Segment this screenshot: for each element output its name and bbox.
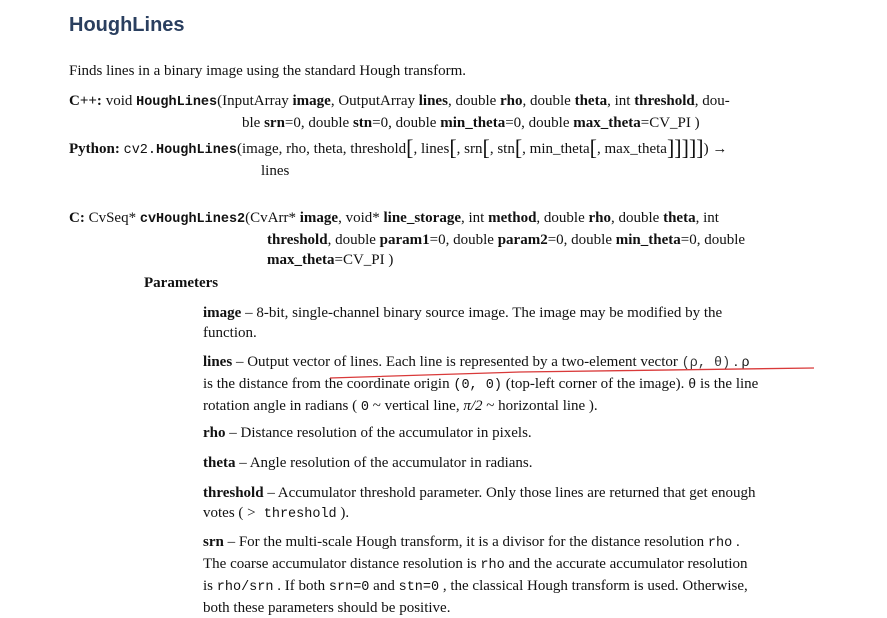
c-text: , double bbox=[536, 210, 585, 226]
cpp-param-max-theta: max_theta bbox=[573, 115, 641, 131]
c-text: , void* bbox=[338, 210, 380, 226]
param-threshold bbox=[203, 483, 818, 525]
param-dash: – bbox=[225, 425, 241, 441]
c-param-theta: theta bbox=[663, 210, 696, 226]
cpp-text: =0, double bbox=[505, 115, 570, 131]
code-stn0: stn=0 bbox=[398, 580, 440, 595]
red-underline-stroke bbox=[330, 368, 814, 378]
c-param-param1: param1 bbox=[379, 232, 430, 248]
c-param-threshold: threshold bbox=[267, 232, 328, 248]
python-signature: Python: cv2.HoughLines(image, rho, theta, threshold[, lines[, srn[, stn[, min_theta[, max_theta]]]]]) → lines bbox=[69, 135, 728, 179]
cpp-param-lines: lines bbox=[418, 93, 448, 109]
python-args: , min_theta bbox=[522, 141, 590, 157]
param-desc: . If both bbox=[273, 578, 329, 594]
c-return-type: CvSeq* bbox=[88, 210, 137, 226]
cpp-text: =0, double bbox=[284, 115, 350, 131]
c-text: , int bbox=[695, 210, 719, 226]
param-desc: both these parameters should be positive. bbox=[203, 600, 451, 616]
param-desc: and bbox=[369, 578, 399, 594]
param-name: threshold bbox=[203, 485, 264, 501]
param-name: rho bbox=[203, 425, 226, 441]
cpp-param-image: image bbox=[292, 93, 331, 109]
python-args: (image, rho, theta, threshold bbox=[237, 141, 407, 157]
math-zero: 0 bbox=[360, 400, 369, 415]
code-rho-srn: rho/srn bbox=[216, 580, 274, 595]
cpp-text: , int bbox=[607, 93, 631, 109]
code-srn0: srn=0 bbox=[328, 580, 370, 595]
python-close: ) bbox=[703, 141, 709, 157]
code-rho: rho bbox=[707, 536, 733, 551]
c-text: , double bbox=[611, 210, 660, 226]
param-desc: The coarse accumulator distance resolution is bbox=[203, 556, 481, 572]
cpp-text: =0, double bbox=[372, 115, 437, 131]
python-args: , stn bbox=[489, 141, 515, 157]
c-param-min-theta: min_theta bbox=[615, 232, 681, 248]
param-desc: Angle resolution of the accumulator in radians. bbox=[249, 455, 533, 471]
math-origin: (0, 0) bbox=[453, 378, 502, 393]
summary: Finds lines in a binary image using the standard Hough transform. bbox=[69, 63, 467, 79]
c-text: , int bbox=[460, 210, 485, 226]
c-text: =CV_PI ) bbox=[334, 252, 394, 268]
python-return: lines bbox=[261, 163, 290, 179]
code-threshold: threshold bbox=[255, 507, 337, 522]
c-param-image: image bbox=[299, 210, 339, 226]
cpp-open: (InputArray bbox=[217, 93, 289, 109]
param-dash: – bbox=[241, 305, 257, 321]
cpp-return-type: void bbox=[105, 93, 133, 109]
python-label: Python: bbox=[69, 141, 120, 157]
python-args: , srn bbox=[456, 141, 483, 157]
cpp-param-stn: stn bbox=[352, 115, 373, 131]
param-desc: is the line bbox=[696, 376, 759, 392]
param-desc: Accumulator threshold parameter. Only those lines are returned that get enough bbox=[277, 485, 756, 501]
param-rho bbox=[203, 423, 532, 443]
cpp-text: , dou- bbox=[694, 93, 730, 109]
python-args: , lines bbox=[413, 141, 450, 157]
param-desc: ~ vertical line, bbox=[368, 398, 464, 414]
param-desc: ). bbox=[336, 505, 350, 521]
param-desc: , the classical Hough transform is used. Otherwise, bbox=[439, 578, 748, 594]
cpp-param-srn: srn bbox=[264, 115, 285, 131]
c-text: (CvArr* bbox=[245, 210, 296, 226]
c-function-name: cvHoughLines2 bbox=[139, 212, 246, 227]
cpp-param-theta: theta bbox=[574, 93, 608, 109]
python-args: , max_theta bbox=[596, 141, 667, 157]
param-desc: is the distance from the coordinate origin bbox=[203, 376, 454, 392]
param-desc: For the multi-scale Hough transform, it is a divisor for the distance resolution bbox=[238, 534, 708, 550]
cpp-text: ble bbox=[242, 115, 261, 131]
python-arrow: → bbox=[712, 141, 728, 157]
param-name: image bbox=[203, 305, 242, 321]
cpp-param-min-theta: min_theta bbox=[440, 115, 506, 131]
param-theta bbox=[203, 453, 533, 473]
code-rho: rho bbox=[480, 558, 505, 573]
param-dash: – bbox=[263, 485, 278, 501]
param-desc: . bbox=[732, 534, 740, 550]
c-text: , double bbox=[327, 232, 376, 248]
python-module: cv2. bbox=[123, 143, 156, 158]
param-name: srn bbox=[203, 534, 224, 550]
cpp-param-rho: rho bbox=[500, 93, 523, 109]
c-param-method: method bbox=[488, 210, 537, 226]
c-param-rho: rho bbox=[588, 210, 611, 226]
param-desc: votes ( bbox=[203, 505, 248, 521]
page-title: HoughLines bbox=[69, 14, 185, 36]
param-desc: function. bbox=[203, 325, 257, 341]
math-theta: θ bbox=[688, 378, 697, 393]
param-desc: ~ horizontal line ). bbox=[482, 398, 598, 414]
math-rho: ρ bbox=[741, 356, 750, 371]
c-param-param2: param2 bbox=[497, 232, 548, 248]
param-name: lines bbox=[203, 354, 233, 370]
cpp-param-threshold: threshold bbox=[634, 93, 695, 109]
param-srn bbox=[203, 532, 818, 618]
param-dash: – bbox=[223, 534, 239, 550]
param-dash: – bbox=[235, 455, 250, 471]
param-desc: . bbox=[730, 354, 742, 370]
math-gt: > bbox=[247, 505, 256, 521]
param-desc: Output vector of lines. Each line is represented by a two-element vector bbox=[247, 354, 682, 370]
cpp-text: , double bbox=[447, 93, 497, 109]
cpp-text: , double bbox=[522, 93, 571, 109]
math-vector: (ρ, θ) bbox=[681, 356, 731, 371]
cpp-text: , OutputArray bbox=[330, 93, 415, 109]
param-desc: 8-bit, single-channel binary source image. The image may be modified by the bbox=[256, 305, 723, 321]
param-dash: – bbox=[232, 354, 248, 370]
c-text: =0, double bbox=[680, 232, 746, 248]
param-desc: and the accurate accumulator resolution bbox=[504, 556, 748, 572]
cpp-text: =CV_PI ) bbox=[640, 115, 700, 131]
param-desc: is bbox=[203, 578, 217, 594]
math-pi-half: π/2 bbox=[463, 398, 483, 414]
param-desc: (top-left corner of the image). bbox=[501, 376, 689, 392]
c-param-max-theta: max_theta bbox=[267, 252, 335, 268]
c-param-line-storage: line_storage bbox=[383, 210, 461, 226]
c-text: =0, double bbox=[547, 232, 612, 248]
c-text: =0, double bbox=[429, 232, 494, 248]
c-label: C: bbox=[69, 210, 85, 226]
python-function-name: HoughLines bbox=[156, 143, 238, 158]
cpp-label: C++: bbox=[69, 93, 102, 109]
param-desc: rotation angle in radians ( bbox=[203, 398, 361, 414]
parameters-heading: Parameters bbox=[144, 275, 219, 291]
param-desc: Distance resolution of the accumulator in pixels. bbox=[240, 425, 532, 441]
param-name: theta bbox=[203, 455, 236, 471]
cpp-function-name: HoughLines bbox=[136, 95, 218, 110]
